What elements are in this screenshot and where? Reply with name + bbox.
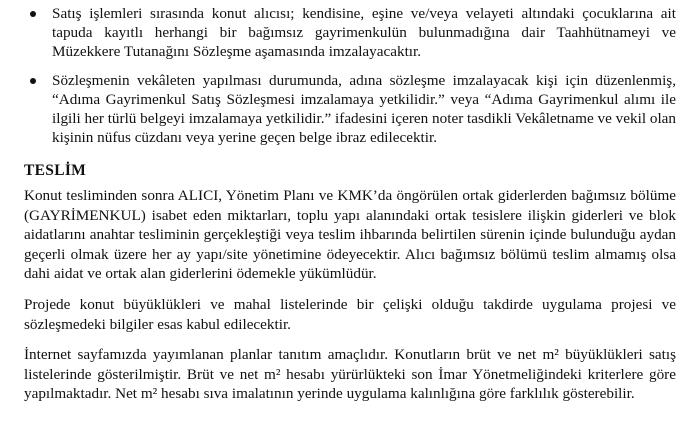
paragraph-website-plans: İnternet sayfamızda yayımlanan planlar tanıtım amaçlıdır. Konutların brüt ve net m² büyüklükleri satış listelerinde gösterilmiştir. Brüt ve net m² hesabı yürürlükteki son İmar Yönetmeliğindeki kriterlere göre yapılmaktadır. Net m² hesabı sıva imalatının yerinde uygulama kalınlığına göre farklılık gösterebilir. <box>24 346 676 403</box>
paragraph-delivery-expenses: Konut tesliminden sonra ALICI, Yönetim Planı ve KMK’da öngörülen ortak giderlerden bağımsız bölüme (GAYRİMENKUL) isabet eden miktarları, toplu yapı alanındaki ortak tesislere ilişkin giderleri ve blok aidatlarını anahtar tesliminin gerçekleştiği veya teslim ihbarında belirtilen sürenin içinde bulunduğu aydan geçerli olmak üzere her ay yapı/site yönetimine ödeyecektir. Alıcı bağımsız bölümü teslim almamış olsa dahi aidat ve ortak alan giderlerini ödemekle yükümlüdür. <box>24 187 676 283</box>
paragraph-project-conflict: Projede konut büyüklükleri ve mahal listelerinde bir çelişki olduğu takdirde uygulama projesi ve sözleşmedeki bilgiler esas kabul edilecektir. <box>24 295 676 333</box>
bullet-text: Satış işlemleri sırasında konut alıcısı; kendisine, eşine ve/veya velayeti altındaki çocuklarına ait tapuda kayıtlı herhangi bir bağımsız gayrimenkulün bulunmadığına dair Taahhütnameyi ve Müzekkere Tutanağını Sözleşme aşamasında imzalayacaktır. <box>52 5 676 60</box>
bullet-item-power-of-attorney <box>24 71 676 147</box>
bullet-list <box>24 4 676 147</box>
bullet-text: Sözleşmenin vekâleten yapılması durumunda, adına sözleşme imzalayacak kişi için düzenlenmiş, “Adıma Gayrimenkul Satış Sözleşmesi imzalamaya yetkilidir.” veya “Adıma Gayrimenkul alımı ile ilgili her türlü belgeyi imzalamaya yetkilidir.” ifadesini içeren noter tasdikli Vekâletname ve vekil olan kişinin nüfus cüzdanı veya yerine geçen belge ibraz edilecektir. <box>52 72 676 146</box>
bullet-dot-icon <box>30 78 36 84</box>
section-heading-teslim: TESLİM <box>24 162 87 179</box>
bullet-item-buyer-declaration <box>24 4 676 61</box>
bullet-dot-icon <box>30 11 36 17</box>
